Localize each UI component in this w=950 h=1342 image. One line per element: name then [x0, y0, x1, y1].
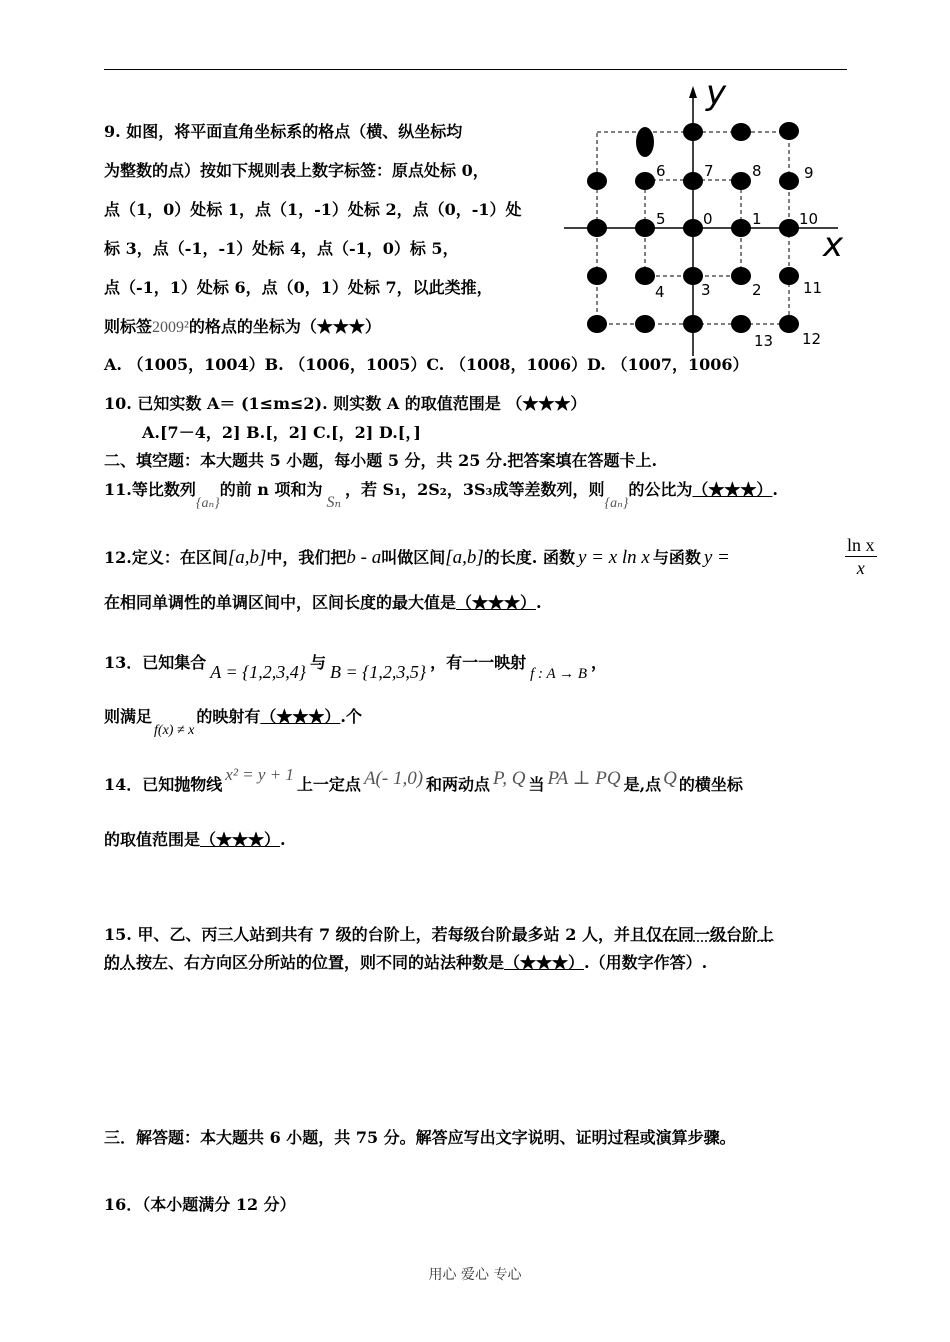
lattice-point	[683, 172, 703, 190]
point-label-3: 3	[701, 281, 711, 299]
point-label-13: 13	[754, 332, 774, 350]
q13-pre: 13．已知集合	[104, 653, 207, 672]
q15-emphasis1: 仅在同一级台阶上	[645, 925, 774, 944]
q12-b-minus-a: b - a	[346, 547, 382, 568]
q11-sn: Sₙ	[326, 494, 341, 511]
lattice-point	[779, 267, 799, 285]
q12-mid3: 的长度. 函数	[483, 548, 575, 567]
lattice-point	[635, 267, 655, 285]
q12-blank: （★★★）	[456, 593, 537, 612]
lattice-point	[587, 172, 607, 190]
q13-end1: ，	[591, 653, 608, 672]
lattice-point	[587, 315, 607, 333]
point-label-5: 5	[656, 210, 666, 228]
q9-line6	[104, 317, 381, 338]
q14-line1	[104, 765, 743, 795]
q11-mid1: 的前 n 项和为	[219, 480, 323, 499]
q14-mid1: 上一定点	[296, 775, 361, 794]
lattice-point	[683, 123, 703, 141]
q9-line1: 9. 如图，将平面直角坐标系的格点（横、纵坐标均	[104, 122, 463, 141]
lattice-point	[779, 172, 799, 190]
q14-mid3: 当	[528, 775, 545, 794]
section3-heading: 三．解答题：本大题共 6 小题，共 75 分。解答应写出文字说明、证明过程或演算步骤。	[104, 1128, 736, 1147]
q11-end: .	[772, 480, 778, 499]
lattice-point	[635, 315, 655, 333]
q16-heading: 16．（本小题满分 12 分）	[104, 1195, 296, 1214]
q14-pre: 14．已知抛物线	[104, 775, 223, 794]
q15-line1	[104, 925, 774, 945]
q15-line1-pre: 15. 甲、乙、丙三人站到共有 7 级的台阶上，若每级台阶最多站 2 人，并且	[104, 925, 646, 944]
q14-point-a: A(- 1,0)	[363, 768, 424, 789]
q13-set-a: A = {1,2,3,4}	[210, 662, 306, 682]
q12-fraction-numerator: ln x	[847, 535, 875, 555]
q12-interval2: [a,b]	[445, 547, 484, 568]
q11-mid2: ，若 S₁，2S₂，3S₃成等差数列，则	[344, 480, 605, 499]
q12-mid2: 叫做区间	[381, 548, 446, 567]
q14-points-pq: P, Q	[493, 768, 526, 789]
q13-blank: （★★★）	[260, 707, 341, 726]
lattice-point	[587, 219, 607, 237]
point-label-6: 6	[656, 162, 666, 180]
y-axis-label: y	[706, 78, 727, 113]
q12-interval1: [a,b]	[227, 547, 267, 568]
q15-line2-mid: 按左、右方向区分所站的位置，则不同的站法种数是	[136, 953, 505, 972]
lattice-point	[779, 219, 799, 237]
q10-text: 10. 已知实数 A＝ (1≤m≤2). 则实数 A 的取值范围是 （★★★）	[104, 394, 587, 413]
lattice-point	[683, 219, 703, 237]
lattice-point	[779, 315, 799, 333]
q14-line2	[104, 830, 286, 850]
q9-line6-pre: 则标签	[104, 317, 153, 336]
point-label-1: 1	[752, 210, 762, 228]
point-label-11: 11	[803, 279, 823, 297]
page-footer: 用心 爱心 专心	[428, 1267, 522, 1283]
q14-line2-pre: 的取值范围是	[104, 830, 201, 849]
point-label-7: 7	[704, 162, 714, 180]
q12-fraction-denominator: x	[856, 558, 865, 578]
point-label-9: 9	[804, 164, 814, 182]
q11-pre: 11.等比数列	[104, 480, 196, 499]
lattice-point	[636, 127, 654, 157]
q9-line4: 标 3，点（-1，-1）处标 4，点（-1，0）标 5，	[104, 239, 459, 258]
q10-options: A.[7－4，2] B.[，2] C.[，2] D.[，]	[142, 423, 421, 442]
q13-mid1: 与	[310, 653, 327, 672]
lattice-point	[635, 219, 655, 237]
q14-perpendicular: PA ⊥ PQ	[547, 768, 621, 789]
lattice-point	[731, 172, 751, 190]
q13-end2: .个	[340, 707, 362, 726]
q11-seq2: {aₙ}	[604, 496, 629, 511]
q12-fraction	[845, 534, 877, 579]
q15-line2	[104, 953, 707, 973]
q11-blank: （★★★）	[692, 480, 773, 499]
point-label-8: 8	[752, 162, 762, 180]
q9-line2: 为整数的点）按如下规则表上数字标签：原点处标 0，	[104, 161, 489, 180]
q14-blank: （★★★）	[200, 830, 281, 849]
q14-end: .	[280, 830, 286, 849]
lattice-point	[731, 123, 751, 141]
q12-f2-lhs: y =	[703, 547, 730, 568]
y-axis-arrow	[689, 86, 697, 98]
point-label-10: 10	[799, 210, 819, 228]
q9-line3: 点（1，0）处标 1，点（1，-1）处标 2，点（0，-1）处	[104, 200, 522, 219]
header-rule	[104, 69, 847, 70]
q15-end: .（用数字作答）.	[584, 953, 708, 972]
q15-emphasis2: 的人	[104, 953, 137, 972]
q12-f1: y = x ln x	[577, 547, 650, 568]
q9-line5: 点（-1，1）处标 6，点（0，1）处标 7，以此类推，	[104, 278, 493, 297]
q11-post: 的公比为	[628, 480, 693, 499]
q14-post: 的横坐标	[678, 775, 743, 794]
point-label-2: 2	[752, 281, 762, 299]
lattice-point	[683, 315, 703, 333]
q11-seq1: {aₙ}	[195, 496, 220, 511]
lattice-point	[731, 219, 751, 237]
q13-line2-mid: 的映射有	[196, 707, 261, 726]
lattice-figure	[556, 78, 856, 356]
q13-line1	[104, 652, 608, 682]
q12-line2	[104, 593, 542, 613]
q12-pre: 12.定义：在区间	[104, 548, 228, 567]
q13-set-b: B = {1,2,3,5}	[330, 662, 427, 682]
q13-condition: f(x) ≠ x	[154, 723, 195, 738]
q12-end: .	[536, 593, 542, 612]
q14-mid2: 和两动点	[426, 775, 491, 794]
q13-line2-pre: 则满足	[104, 707, 153, 726]
q12-mid4: 与函数	[652, 548, 701, 567]
q13-mid2: ，有一一映射	[430, 653, 527, 672]
point-label-0: 0	[703, 210, 713, 228]
q14-mid4: 是,点	[623, 775, 662, 794]
q14-parabola: x² = y + 1	[225, 765, 294, 784]
x-axis-label: x	[823, 225, 844, 265]
lattice-point	[587, 267, 607, 285]
lattice-point	[731, 315, 751, 333]
lattice-point	[683, 267, 703, 285]
q9-label-math: 2009²	[152, 319, 189, 336]
q12-mid1: 中，我们把	[266, 548, 347, 567]
q9-options: A. （1005，1004）B. （1006，1005）C. （1008，1006）D. （1007，1006）	[104, 355, 749, 374]
lattice-point	[731, 267, 751, 285]
point-label-12: 12	[802, 330, 822, 348]
q11-line	[104, 480, 778, 511]
lattice-point	[635, 172, 655, 190]
point-label-4: 4	[655, 283, 665, 301]
q12-line2-pre: 在相同单调性的单调区间中，区间长度的最大值是	[104, 593, 457, 612]
q13-line2	[104, 707, 362, 738]
q13-mapping: f : A → B	[530, 666, 588, 682]
q9-line6-post: 的格点的坐标为（★★★）	[188, 317, 381, 336]
section2-heading: 二、填空题：本大题共 5 小题，每小题 5 分，共 25 分.把答案填在答题卡上.	[104, 451, 658, 470]
q14-point-q: Q	[663, 768, 677, 789]
q15-blank: （★★★）	[504, 953, 585, 972]
lattice-point	[779, 122, 799, 140]
q12-line1	[104, 548, 730, 568]
